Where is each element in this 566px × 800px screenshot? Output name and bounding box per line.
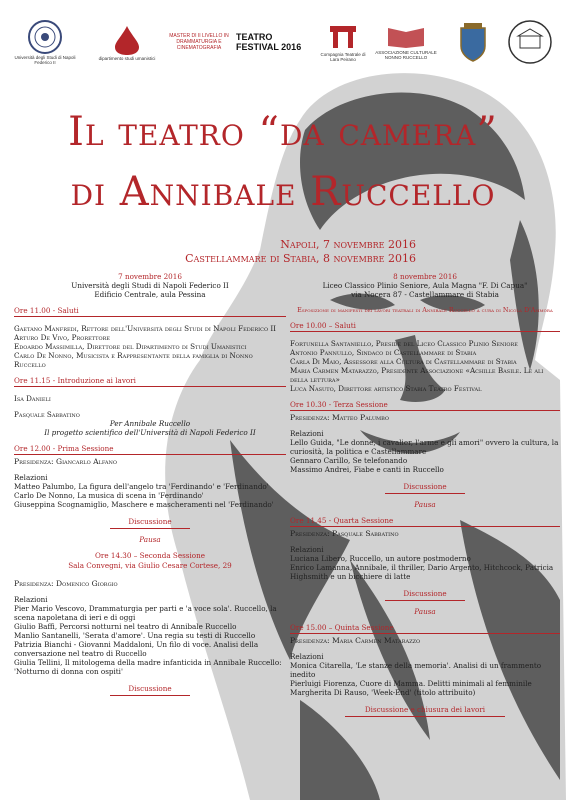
day2-venue: Liceo Classico Plinio Seniore, Aula Magna "F. Di Capua" <box>322 281 528 290</box>
discussione-label: Discussione <box>128 517 172 526</box>
event-dates <box>185 238 416 266</box>
speaker: Fortunella Santaniello, Preside del Liceo Classico Plinio Seniore <box>290 339 518 348</box>
talk: Pierluigi Fiorenza, Cuore di Mamma. Delitti minimali al femminile <box>290 679 532 688</box>
discussione-label: Discussione <box>128 684 172 693</box>
pausa-label: Pausa <box>414 500 436 509</box>
speaker: Luca Nasuto, Direttore artistico Stabia Teatro Festival <box>290 384 482 393</box>
talk: Giulia Tellini, Il mitologema della madre infanticida in Annibale Ruccello: 'Notturno di donna con ospiti' <box>14 658 282 676</box>
divider <box>110 528 190 529</box>
session-title: Ore 11.45 - Quarta Sessione <box>290 516 560 527</box>
date-line-1: Napoli, 7 novembre 2016 <box>280 238 416 251</box>
talk: Giulio Baffi, Percorsi notturni nel teatro di Annibale Ruccello <box>14 622 237 631</box>
speaker: Maria Carmen Matarazzo, Presidente Associazione «Achille Basile. Le ali della lettura» <box>290 366 544 384</box>
logo-bar <box>0 10 566 76</box>
exhibition-note: Esposizione di manifesti dei lavori teatrali di Annibale Ruccello a cura di Nicola D'Ammora <box>297 306 553 314</box>
associazione-logo <box>370 10 442 74</box>
session-venue: Sala Convegni, via Giulio Cesare Cortese, 29 <box>68 561 232 570</box>
logo-caption: ASSOCIAZIONE CULTURALE NONNO RUCCELLO <box>375 50 437 60</box>
divider <box>385 493 465 494</box>
program-day-1 <box>14 272 286 696</box>
session-title: Ore 14.30 – Seconda Sessione <box>95 551 205 560</box>
talk: Matteo Palumbo, La figura dell'angelo tra 'Ferdinando' e 'Ferdinando' <box>14 482 269 491</box>
talk: Monica Citarella, 'Le stanze della memoria'. Analisi di un frammento inedito <box>290 661 542 679</box>
drop-icon <box>112 24 142 56</box>
divider <box>110 695 190 696</box>
master-logo <box>164 10 234 74</box>
logo-caption: TEATRO FESTIVAL 2016 <box>236 32 302 52</box>
title-line-2: di Annibale Ruccello <box>70 169 496 215</box>
chiusura-label: Discussione e chiusura dei lavori <box>364 705 486 714</box>
relazioni-label: Relazioni <box>290 545 324 554</box>
session-title: Ore 12.00 - Prima Sessione <box>14 444 286 455</box>
coat-of-arms-icon <box>458 22 488 62</box>
session-chair: Presidenza: Giancarlo Alfano <box>14 457 118 466</box>
compagnia-logo <box>318 10 368 74</box>
discussione-label: Discussione <box>403 482 447 491</box>
talk: Manlio Santanelli, 'Serata d'amore'. Una regia su testi di Ruccello <box>14 631 256 640</box>
relazioni-label: Relazioni <box>290 429 324 438</box>
relazioni-label: Relazioni <box>14 473 48 482</box>
day1-header <box>14 272 286 299</box>
date-line-2: Castellammare di Stabia, 8 novembre 2016 <box>185 252 416 265</box>
speaker: Pasquale Sabbatino <box>14 410 80 419</box>
talk: Gennaro Carillo, Se telefonando <box>290 456 408 465</box>
divider <box>345 716 505 717</box>
liceo-seal-icon <box>507 19 553 65</box>
logo-caption: Compagnia Teatrale di Lara Peirano <box>320 52 366 62</box>
talk: Margherita Di Rauso, 'Week-End' (titolo attribuito) <box>290 688 476 697</box>
day2-address: via Nocera 87 - Castellammare di Stabia <box>351 290 499 299</box>
day1-date: 7 novembre 2016 <box>118 272 182 281</box>
logo-caption: MASTER DI II LIVELLO IN DRAMMATURGIA E CINEMATOGRAFIA <box>169 33 229 51</box>
stemma-logo <box>450 10 496 74</box>
speaker: Arturo De Vivo, Prorettore <box>14 333 111 342</box>
talk: Giuseppina Scognamiglio, Maschere e mascheramenti nel 'Ferdinando' <box>14 500 274 509</box>
session-title: Ore 11.15 - Introduzione ai lavori <box>14 376 286 387</box>
talk: Pier Mario Vescovo, Drammaturgia per parti e 'a voce sola'. Ruccello, la scena napoletana di ieri e di oggi <box>14 604 277 622</box>
day1-venue: Università degli Studi di Napoli Federico II <box>71 281 229 290</box>
session-chair: Presidenza: Matteo Palumbo <box>290 413 390 422</box>
book-icon <box>386 24 426 50</box>
session-chair: Presidenza: Maria Carmen Matarazzo <box>290 636 421 645</box>
day2-header <box>290 272 560 299</box>
program-day-2 <box>290 272 560 717</box>
speaker: Carlo De Nonno, Musicista e Rappresentante della famiglia di Nonno Ruccello <box>14 351 253 369</box>
talk: Massimo Andrei, Fiabe e canti in Ruccello <box>290 465 444 474</box>
speaker: Edoardo Massimilla, Direttore del Dipartimento di Studi Umanistici <box>14 342 247 351</box>
session-title: Ore 10.30 - Terza Sessione <box>290 400 560 411</box>
talk: Lello Guida, "Le donne, i cavalier, l'arme e gli amori" ovvero la cultura, la curiosità, la politica e Castellammare <box>290 438 559 456</box>
seal-icon <box>27 19 63 55</box>
discussione-label: Discussione <box>403 589 447 598</box>
relazioni-label: Relazioni <box>290 652 324 661</box>
speaker: Gaetano Manfredi, Rettore dell'Università degli Studi di Napoli Federico II <box>14 324 277 333</box>
talk-title: Per Annibale Ruccello <box>109 419 191 428</box>
session-title: Ore 11.00 - Saluti <box>14 306 286 317</box>
liceo-logo <box>500 10 560 74</box>
day2-date: 8 novembre 2016 <box>393 272 457 281</box>
teatro-festival-logo <box>236 10 306 74</box>
divider <box>385 600 465 601</box>
talk-title: Il progetto scientifico dell'Università di Napoli Federico II <box>44 428 256 437</box>
dipartimento-logo <box>92 10 162 74</box>
talk: Carlo De Nonno, La musica di scena in 'Ferdinando' <box>14 491 204 500</box>
session-title: Ore 10.00 – Saluti <box>290 321 560 332</box>
session-title: Ore 15.00 – Quinta Sessione <box>290 623 560 634</box>
day1-room: Edificio Centrale, aula Pessina <box>94 290 206 299</box>
relazioni-label: Relazioni <box>14 595 48 604</box>
title-line-1: Il teatro “da camera” <box>68 109 498 155</box>
session-chair: Presidenza: Domenico Giorgio <box>14 579 118 588</box>
logo-caption: Università degli Studi di Napoli Federico II <box>14 55 76 65</box>
speaker: Isa Danieli <box>14 394 51 403</box>
speaker: Carla Di Maio, Assessore alla Cultura di Castellammare di Stabia <box>290 357 517 366</box>
theatre-icon <box>328 22 358 52</box>
session-chair: Presidenza: Pasquale Sabbatino <box>290 529 399 538</box>
logo-caption: dipartimento studi umanistici <box>98 55 156 61</box>
speaker: Antonio Pannullo, Sindaco di Castellammare di Stabia <box>290 348 477 357</box>
talk: Luciana Libero, Ruccello, un autore postmoderno <box>290 554 471 563</box>
talk: Patrizia Bianchi - Giovanni Maddaloni, Un filo di voce. Analisi della conversazione nel teatro di Ruccello <box>14 640 259 658</box>
university-seal-logo <box>10 10 80 74</box>
talk: Enrico Lamanna, Annibale, il thriller, Dario Argento, Hitchcock, Patricia Highsmith e un bicchiere di latte <box>290 563 554 581</box>
pausa-label: Pausa <box>414 607 436 616</box>
pausa-label: Pausa <box>139 535 161 544</box>
